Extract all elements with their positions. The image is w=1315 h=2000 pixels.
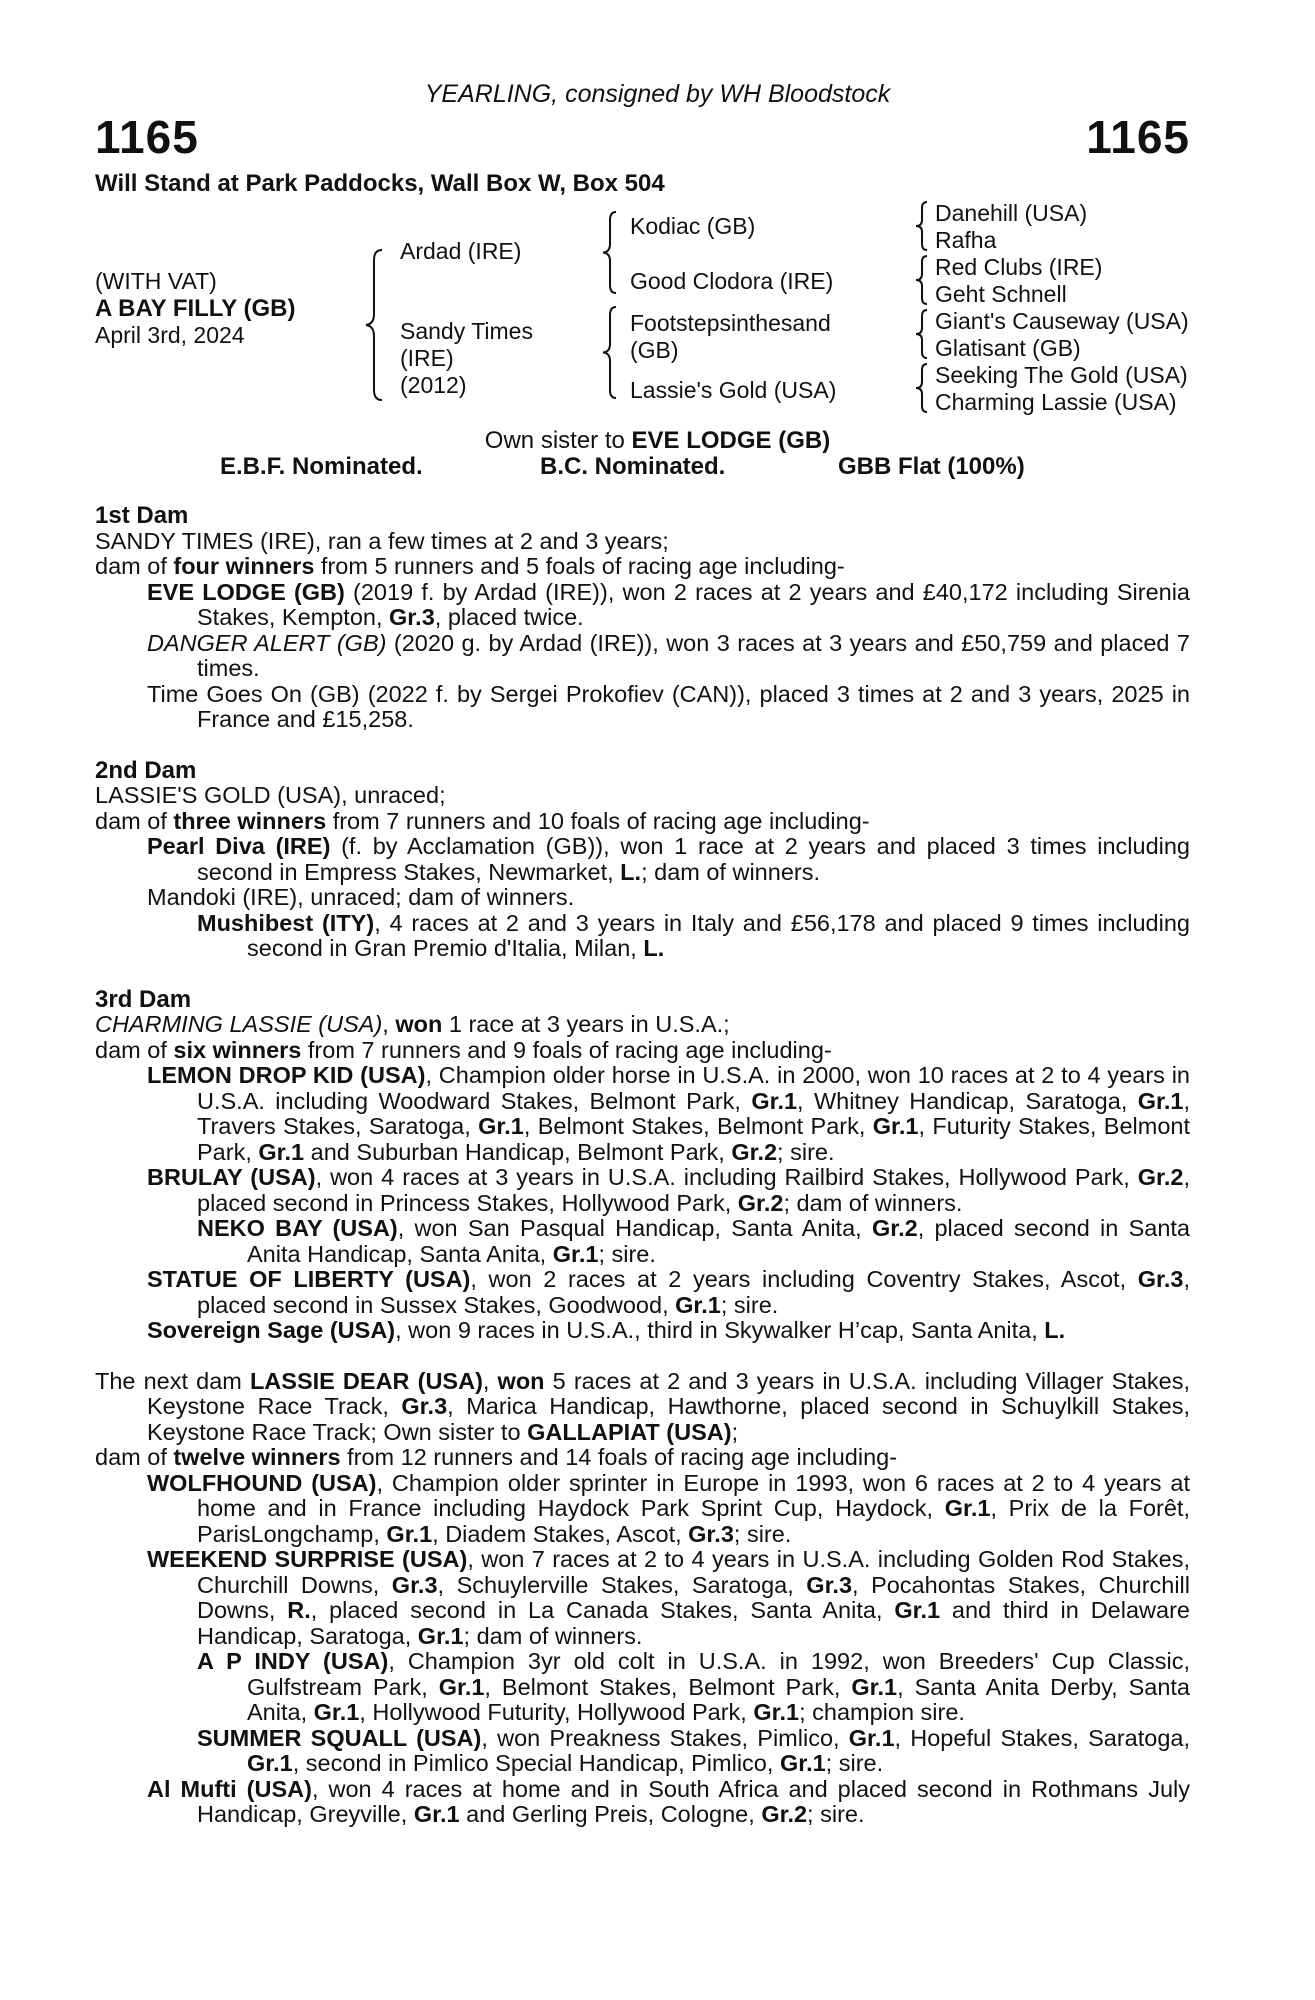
- ssd: Rafha: [935, 227, 997, 253]
- brace-dam: [598, 305, 624, 400]
- bc-nomination: B.C. Nominated.: [540, 453, 726, 480]
- sds: Red Clubs (IRE): [935, 254, 1103, 280]
- first-dam-section: 1st Dam SANDY TIMES (IRE), ran a few times at 2 and 3 years; dam of four winners from 5 runners and 5 foals of racing age including- EVE LODGE (GB) (2019 f. by Ardad (IRE)), won 2 races at 2 years and £40,172 including Sirenia Stakes, Kempton, Gr.3, placed twice. DANGER ALERT (GB) (2020 g. by Ardad (IRE)), won 3 races at 3 years and £50,759 and placed 7 times. Time Goes On (GB) (2022 f. by Sergei Prokofiev (CAN)), placed 3 times at 2 and 3 years, 2025 in France and £15,258.: [95, 502, 1191, 732]
- sire-dam: Good Clodora (IRE): [630, 268, 834, 294]
- ebf-nomination: E.B.F. Nominated.: [220, 453, 423, 480]
- brace-g3: [912, 308, 934, 360]
- horse-name: A BAY FILLY (GB): [95, 295, 296, 322]
- gbb-nomination: GBB Flat (100%): [838, 453, 1025, 480]
- vat-label: (WITH VAT): [95, 268, 217, 294]
- dss: Giant's Causeway (USA): [935, 308, 1189, 334]
- consignment-line: YEARLING, consigned by WH Bloodstock: [424, 80, 891, 108]
- produce-entry: A P INDY (USA), Champion 3yr old colt in U.S.A. in 1992, won Breeders' Cup Classic, Gulfstream Park, Gr.1, Belmont Stakes, Belmont Park, Gr.1, Santa Anita Derby, Santa Anita, Gr.1, Hollywood Futurity, Hollywood Park, Gr.1; champion sire.: [197, 1648, 1190, 1725]
- produce-entry: WEEKEND SURPRISE (USA), won 7 races at 2 to 4 years in U.S.A. including Golden Rod Stakes, Churchill Downs, Gr.3, Schuylerville Stakes, Saratoga, Gr.3, Pocahontas Stakes, Churchill Downs, R., placed second in La Canada Stakes, Santa Anita, Gr.1 and third in Delaware Handicap, Saratoga, Gr.1; dam of winners.: [147, 1546, 1190, 1649]
- dds: Seeking The Gold (USA): [935, 362, 1188, 388]
- dam-sire-line1: Footstepsinthesand: [630, 310, 831, 336]
- produce-entry: DANGER ALERT (GB) (2020 g. by Ardad (IRE)), won 3 races at 3 years and £50,759 and placed 7 times.: [147, 629, 1190, 681]
- produce-entry: Time Goes On (GB) (2022 f. by Sergei Prokofiev (CAN)), placed 3 times at 2 and 3 years, 2025 in France and £15,258.: [147, 680, 1190, 732]
- produce-entry: LEMON DROP KID (USA), Champion older horse in U.S.A. in 2000, won 10 races at 2 to 4 years in U.S.A. including Woodward Stakes, Belmont Park, Gr.1, Whitney Handicap, Saratoga, Gr.1, Travers Stakes, Saratoga, Gr.1, Belmont Stakes, Belmont Park, Gr.1, Futurity Stakes, Belmont Park, Gr.1 and Suburban Handicap, Belmont Park, Gr.2; sire.: [147, 1062, 1191, 1165]
- dam-sire-line2: (GB): [630, 337, 679, 363]
- section-heading: 1st Dam: [95, 502, 189, 529]
- produce-entry: Al Mufti (USA), won 4 races at home and in South Africa and placed second in Rothmans July Handicap, Greyville, Gr.1 and Gerling Preis, Cologne, Gr.2; sire.: [147, 1775, 1190, 1827]
- lot-number-left: 1165: [95, 111, 199, 163]
- dam-dam: Lassie's Gold (USA): [630, 377, 837, 403]
- sdd: Geht Schnell: [935, 281, 1067, 307]
- produce-entry: Mandoki (IRE), unraced; dam of winners.: [147, 884, 575, 910]
- brace-main: [360, 248, 390, 403]
- produce-entry: WOLFHOUND (USA), Champion older sprinter in Europe in 1993, won 6 races at 2 to 4 years at home and in France including Haydock Park Sprint Cup, Haydock, Gr.1, Prix de la Forêt, ParisLongchamp, Gr.1, Diadem Stakes, Ascot, Gr.3; sire.: [147, 1469, 1190, 1547]
- pedigree-notes: [95, 503, 1190, 1828]
- dam-line2: (IRE): [400, 345, 454, 371]
- third-dam-section: 3rd Dam CHARMING LASSIE (USA), won 1 race at 3 years in U.S.A.; dam of six winners from 7 runners and 9 foals of racing age including- LEMON DROP KID (USA), Champion older horse in U.S.A. in 2000, won 10 races at 2 to 4 years in U.S.A. including Woodward Stakes, Belmont Park, Gr.1, Whitney Handicap, Saratoga, Gr.1, Travers Stakes, Saratoga, Gr.1, Belmont Stakes, Belmont Park, Gr.1, Futurity Stakes, Belmont Park, Gr.1 and Suburban Handicap, Belmont Park, Gr.2; sire. BRULAY (USA), won 4 races at 3 years in U.S.A. including Railbird Stakes, Hollywood Park, Gr.2, placed second in Princess Stakes, Hollywood Park, Gr.2; dam of winners. NEKO BAY (USA), won San Pasqual Handicap, Santa Anita, Gr.2, placed second in Santa Anita Handicap, Santa Anita, Gr.1; sire. STATUE OF LIBERTY (USA), won 2 races at 2 years including Coventry Stakes, Ascot, Gr.3, placed second in Sussex Stakes, Goodwood, Gr.1; sire. Sovereign Sage (USA), won 9 races in U.S.A., third in Skywalker H’cap, Santa Anita, L.: [95, 985, 1191, 1343]
- brace-g1: [912, 200, 934, 252]
- produce-entry: Mushibest (ITY), 4 races at 2 and 3 years in Italy and £56,178 and placed 9 times including second in Gran Premio d'Italia, Milan, L.: [197, 909, 1190, 961]
- produce-entry: BRULAY (USA), won 4 races at 3 years in U.S.A. including Railbird Stakes, Hollywood Park, Gr.2, placed second in Princess Stakes, Hollywood Park, Gr.2; dam of winners.: [147, 1164, 1190, 1216]
- sire-sire: Kodiac (GB): [630, 213, 756, 239]
- foaling-date: April 3rd, 2024: [95, 322, 245, 348]
- dam-line3: (2012): [400, 372, 467, 398]
- produce-entry: STATUE OF LIBERTY (USA), won 2 races at 2 years including Coventry Stakes, Ascot, Gr.3, placed second in Sussex Stakes, Goodwood, Gr.1; sire.: [147, 1266, 1190, 1318]
- brace-g2: [912, 254, 934, 306]
- ddd: Charming Lassie (USA): [935, 389, 1177, 415]
- brace-g4: [912, 362, 934, 414]
- produce-entry: Pearl Diva (IRE) (f. by Acclamation (GB)), won 1 race at 2 years and placed 3 times including second in Empress Stakes, Newmarket, L.; dam of winners.: [147, 833, 1190, 885]
- next-dam-section: The next dam LASSIE DEAR (USA), won 5 races at 2 and 3 years in U.S.A. including Villager Stakes, Keystone Race Track, Gr.3, Marica Handicap, Hawthorne, placed second in Schuylkill Stakes, Keystone Race Track; Own sister to GALLAPIAT (USA); dam of twelve winners from 12 runners and 14 foals of racing age including- WOLFHOUND (USA), Champion older sprinter in Europe in 1993, won 6 races at 2 to 4 years at home and in France including Haydock Park Sprint Cup, Haydock, Gr.1, Prix de la Forêt, ParisLongchamp, Gr.1, Diadem Stakes, Ascot, Gr.3; sire. WEEKEND SURPRISE (USA), won 7 races at 2 to 4 years in U.S.A. including Golden Rod Stakes, Churchill Downs, Gr.3, Schuylerville Stakes, Saratoga, Gr.3, Pocahontas Stakes, Churchill Downs, R., placed second in La Canada Stakes, Santa Anita, Gr.1 and third in Delaware Handicap, Saratoga, Gr.1; dam of winners. A P INDY (USA), Champion 3yr old colt in U.S.A. in 1992, won Breeders' Cup Classic, Gulfstream Park, Gr.1, Belmont Stakes, Belmont Park, Gr.1, Santa Anita Derby, Santa Anita, Gr.1, Hollywood Futurity, Hollywood Park, Gr.1; champion sire. SUMMER SQUALL (USA), won Preakness Stakes, Pimlico, Gr.1, Hopeful Stakes, Saratoga, Gr.1, second in Pimlico Special Handicap, Pimlico, Gr.1; sire. Al Mufti (USA), won 4 races at home and in South Africa and placed second in Rothmans July Handicap, Greyville, Gr.1 and Gerling Preis, Cologne, Gr.2; sire.: [95, 1367, 1191, 1827]
- section-heading: 3rd Dam: [95, 985, 192, 1013]
- produce-entry: EVE LODGE (GB) (2019 f. by Ardad (IRE)), won 2 races at 2 years and £40,172 including Sirenia Stakes, Kempton, Gr.3, placed twice.: [147, 578, 1191, 630]
- sire: Ardad (IRE): [400, 238, 522, 264]
- dam-line1: Sandy Times: [400, 318, 533, 344]
- stand-location: Will Stand at Park Paddocks, Wall Box W, Box 504: [95, 170, 665, 197]
- sss: Danehill (USA): [935, 200, 1088, 226]
- section-heading: 2nd Dam: [95, 756, 197, 784]
- dsd: Glatisant (GB): [935, 335, 1081, 361]
- produce-entry: SUMMER SQUALL (USA), won Preakness Stakes, Pimlico, Gr.1, Hopeful Stakes, Saratoga, Gr.1, second in Pimlico Special Handicap, Pimlico, Gr.1; sire.: [197, 1724, 1190, 1776]
- own-sister-line: Own sister to EVE LODGE (GB): [484, 427, 831, 454]
- own-sister-name: EVE LODGE (GB): [631, 427, 831, 454]
- produce-entry: NEKO BAY (USA), won San Pasqual Handicap, Santa Anita, Gr.2, placed second in Santa Anita Handicap, Santa Anita, Gr.1; sire.: [197, 1215, 1190, 1267]
- lot-number-right: 1165: [1086, 111, 1190, 163]
- produce-entry: Sovereign Sage (USA), won 9 races in U.S.A., third in Skywalker H’cap, Santa Anita, L.: [147, 1317, 1066, 1343]
- brace-sire: [598, 210, 624, 295]
- second-dam-section: 2nd Dam LASSIE'S GOLD (USA), unraced; dam of three winners from 7 runners and 10 foals of racing age including- Pearl Diva (IRE) (f. by Acclamation (GB)), won 1 race at 2 years and placed 3 times including second in Empress Stakes, Newmarket, L.; dam of winners. Mandoki (IRE), unraced; dam of winners. Mushibest (ITY), 4 races at 2 and 3 years in Italy and £56,178 and placed 9 times including second in Gran Premio d'Italia, Milan, L.: [95, 756, 1190, 961]
